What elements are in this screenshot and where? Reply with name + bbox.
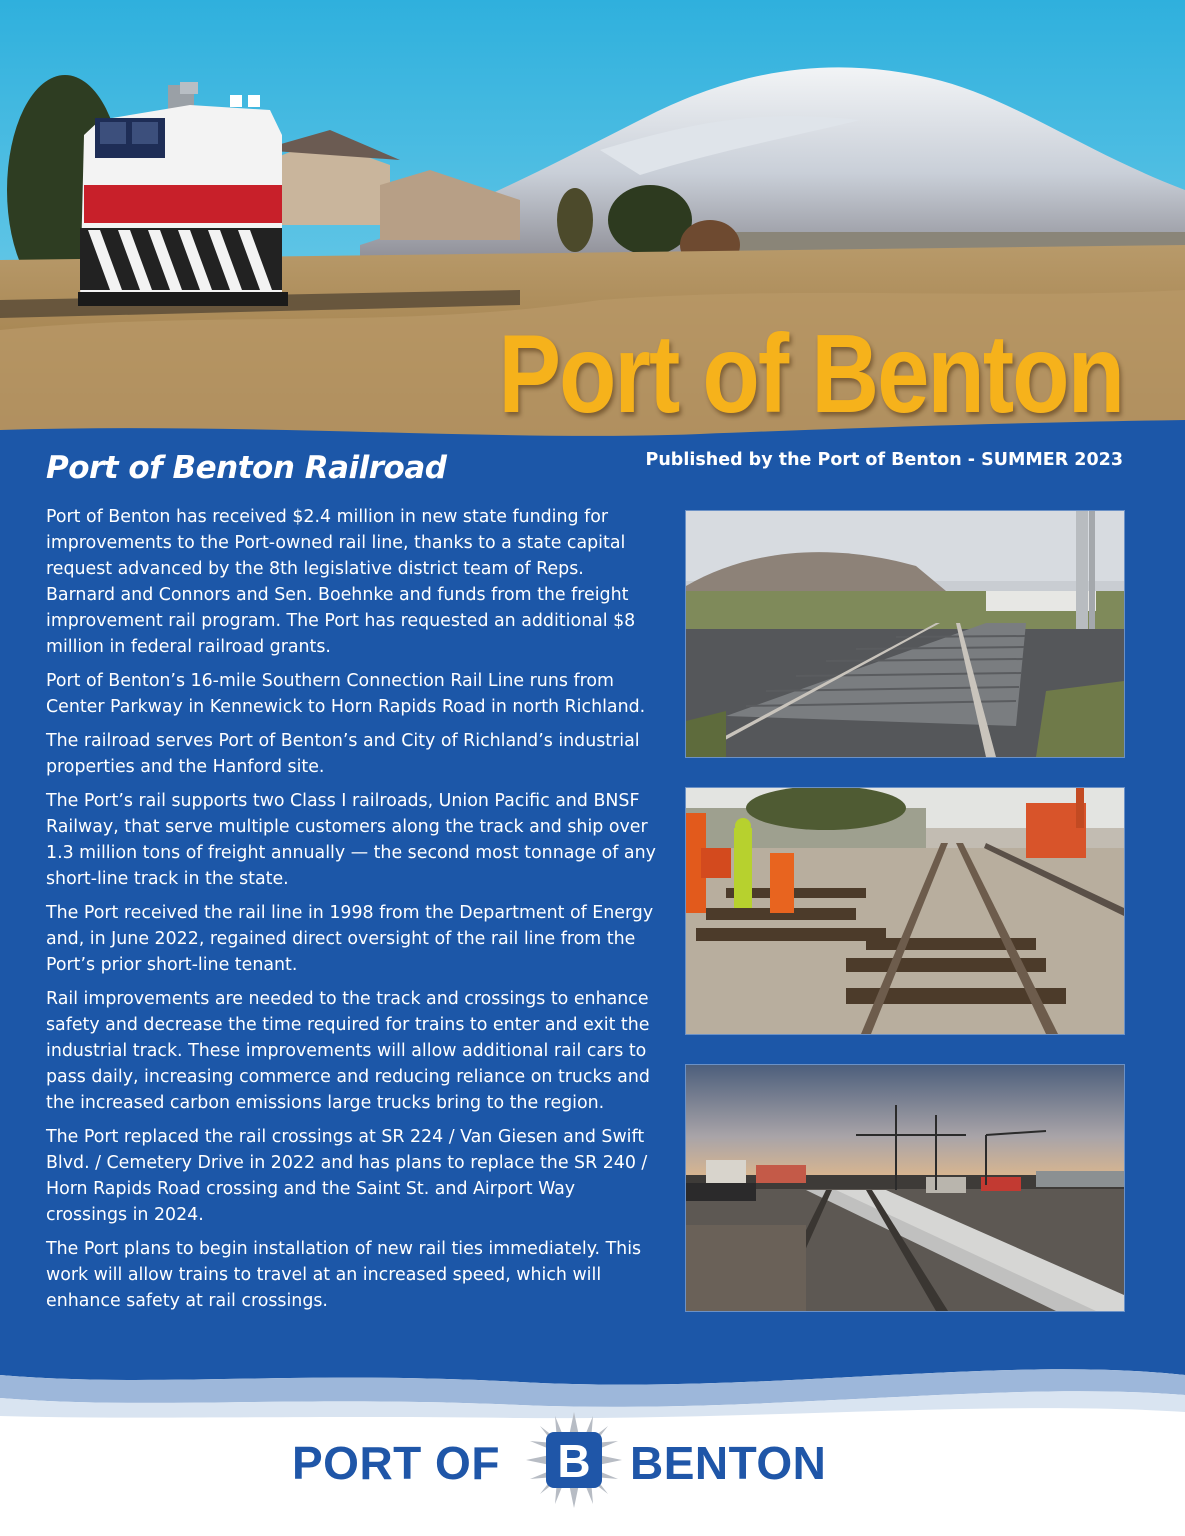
port-of-benton-logo xyxy=(292,1410,862,1510)
masthead-title: Port of Benton xyxy=(498,311,1123,436)
published-line: Published by the Port of Benton - SUMMER 2023 xyxy=(645,450,1123,470)
article-paragraph: The Port’s rail supports two Class I railroads, Union Pacific and BNSF Railway, that serve multiple customers along the track and ship over 1.3 million tons of freight annually — the second most tonnage of any short-line track in the state. xyxy=(46,791,656,889)
logo-b-letter: B xyxy=(557,1435,591,1487)
article-body xyxy=(46,504,656,1322)
logo-text-benton: BENTON xyxy=(630,1437,827,1489)
article-paragraph: Port of Benton’s 16-mile Southern Connection Rail Line runs from Center Parkway in Kennewick to Horn Rapids Road in north Richland. xyxy=(46,671,646,717)
rail-tie-work-photo xyxy=(685,787,1125,1035)
article-paragraph: The Port replaced the rail crossings at SR 224 / Van Giesen and Swift Blvd. / Cemetery Drive in 2022 and has plans to replace the SR 240 / Horn Rapids Road crossing and the Saint St. and Airport Way crossings in 2024. xyxy=(46,1127,648,1225)
article-paragraph: Rail improvements are needed to the track and crossings to enhance safety and decrease the time required for trains to enter and exit the industrial track. These improvements will allow additional rail cars to pass daily, increasing commerce and reducing reliance on trucks and the increased carbon emissions large trucks bring to the region. xyxy=(46,989,650,1113)
rail-crossing-photo xyxy=(685,510,1125,758)
article-paragraph: The Port plans to begin installation of new rail ties immediately. This work will allow trains to travel at an increased speed, which will enhance safety at rail crossings. xyxy=(46,1239,642,1311)
article-paragraph: Port of Benton has received $2.4 million in new state funding for improvements to the Port-owned rail line, thanks to a state capital request advanced by the 8th legislative district team of Reps. Barnard and Connors and Sen. Boehnke and funds from the freight improvement rail program. The Port has requested an additional $8 million in federal railroad grants. xyxy=(46,507,636,657)
logo-text-port-of: PORT OF xyxy=(292,1437,500,1489)
article-paragraph: The Port received the rail line in 1998 from the Department of Energy and, in June 2022, regained direct oversight of the rail line from the Port’s prior short-line tenant. xyxy=(46,903,654,975)
new-rail-crossing-photo xyxy=(685,1064,1125,1312)
article-title: Port of Benton Railroad xyxy=(46,450,447,486)
article-paragraph: The railroad serves Port of Benton’s and City of Richland’s industrial properties and the Hanford site. xyxy=(46,731,640,777)
logo-b-icon xyxy=(524,1410,624,1510)
